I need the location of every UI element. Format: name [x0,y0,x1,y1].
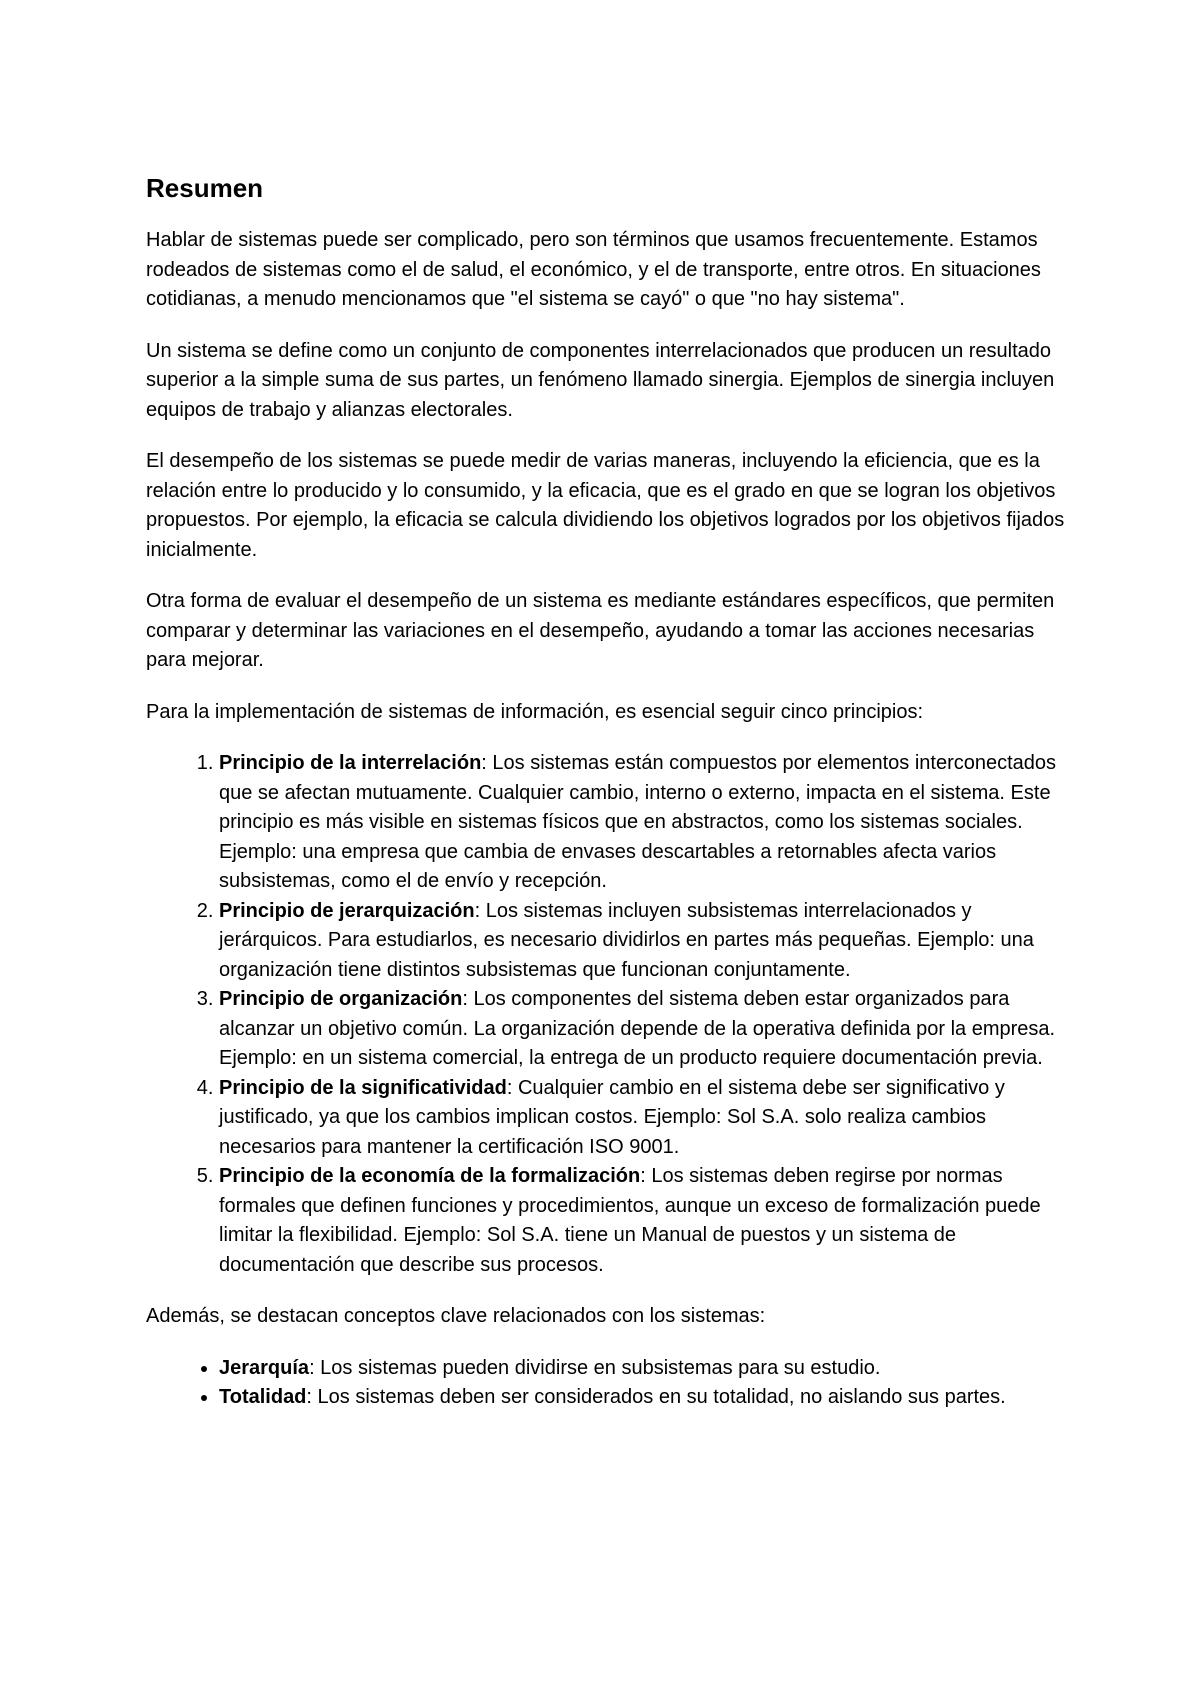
concept-text: : Los sistemas deben ser considerados en su totalidad, no aislando sus partes. [306,1386,1006,1408]
principle-term: Principio de jerarquización [219,899,475,922]
list-item [219,1354,1066,1384]
list-item [219,1383,1066,1413]
paragraph-intro: Hablar de sistemas puede ser complicado, pero son términos que usamos frecuentemente. Estamos rodeados de sistemas como el de salud, el económico, y el de transporte, entre otros. En situaciones cotidianas, a menudo mencionamos que "el sistema se cayó" o que "no hay sistema". [146,229,1041,310]
paragraph-performance: El desempeño de los sistemas se puede medir de varias maneras, incluyendo la eficiencia, que es la relación entre lo producido y lo consumido, y la eficacia, que es el grado en que se logran los objetivos propuestos. Por ejemplo, la eficacia se calcula dividiendo los objetivos logrados por los objetivos fijados inicialmente. [146,450,1065,561]
principle-text: : Cualquier cambio en el sistema debe ser significativo y justificado, ya que los cambios implican costos. Ejemplo: Sol S.A. solo realiza cambios necesarios para mantener la certificación ISO 9001. [219,1076,1005,1158]
paragraph-standards: Otra forma de evaluar el desempeño de un sistema es mediante estándares específicos, que permiten comparar y determinar las variaciones en el desempeño, ayudando a tomar las acciones necesarias para mejorar. [146,590,1055,671]
document-title: Resumen [146,173,264,203]
list-item [219,1074,1066,1163]
paragraph-principles-intro: Para la implementación de sistemas de información, es esencial seguir cinco principios: [146,700,924,723]
document-page [146,170,1066,1413]
paragraph-definition: Un sistema se define como un conjunto de componentes interrelacionados que producen un resultado superior a la simple suma de sus partes, un fenómeno llamado sinergia. Ejemplos de sinergia incluyen equipos de trabajo y alianzas electorales. [146,339,1055,421]
principle-term: Principio de organización [219,988,463,1010]
concepts-list [146,1354,1066,1413]
principle-term: Principio de la interrelación [219,752,482,774]
concept-text: : Los sistemas pueden dividirse en subsistemas para su estudio. [309,1356,881,1379]
principle-term: Principio de la economía de la formalización [219,1165,641,1187]
list-item [219,1162,1066,1280]
principle-text: : Los componentes del sistema deben estar organizados para alcanzar un objetivo común. La organización depende de la operativa definida por la empresa. Ejemplo: en un sistema comercial, la entrega de un producto requiere documentación previa. [219,988,1056,1069]
principle-text: : Los sistemas están compuestos por elementos interconectados que se afectan mutuamente. Cualquier cambio, interno o externo, impacta en el sistema. Este principio es más visible en sistemas físicos que en abstractos, como los sistemas sociales. Ejemplo: una empresa que cambia de envases descartables a retornables afecta varios subsistemas, como el de envío y recepción. [219,752,1057,892]
principle-text: : Los sistemas incluyen subsistemas interrelacionados y jerárquicos. Para estudiarlos, es necesario dividirlos en partes más pequeñas. Ejemplo: una organización tiene distintos subsistemas que funcionan conjuntamente. [219,899,1034,981]
list-item [219,897,1066,986]
paragraph-concepts-intro: Además, se destacan conceptos clave relacionados con los sistemas: [146,1305,766,1327]
principles-list [146,749,1066,1280]
concept-term: Jerarquía [219,1356,310,1379]
principle-text: : Los sistemas deben regirse por normas formales que definen funciones y procedimientos, aunque un exceso de formalización puede limitar la flexibilidad. Ejemplo: Sol S.A. tiene un Manual de puestos y un sistema de documentación que describe sus procesos. [219,1165,1041,1276]
list-item [219,749,1066,897]
concept-term: Totalidad [219,1386,307,1408]
principle-term: Principio de la significatividad [219,1076,507,1099]
list-item [219,985,1066,1074]
